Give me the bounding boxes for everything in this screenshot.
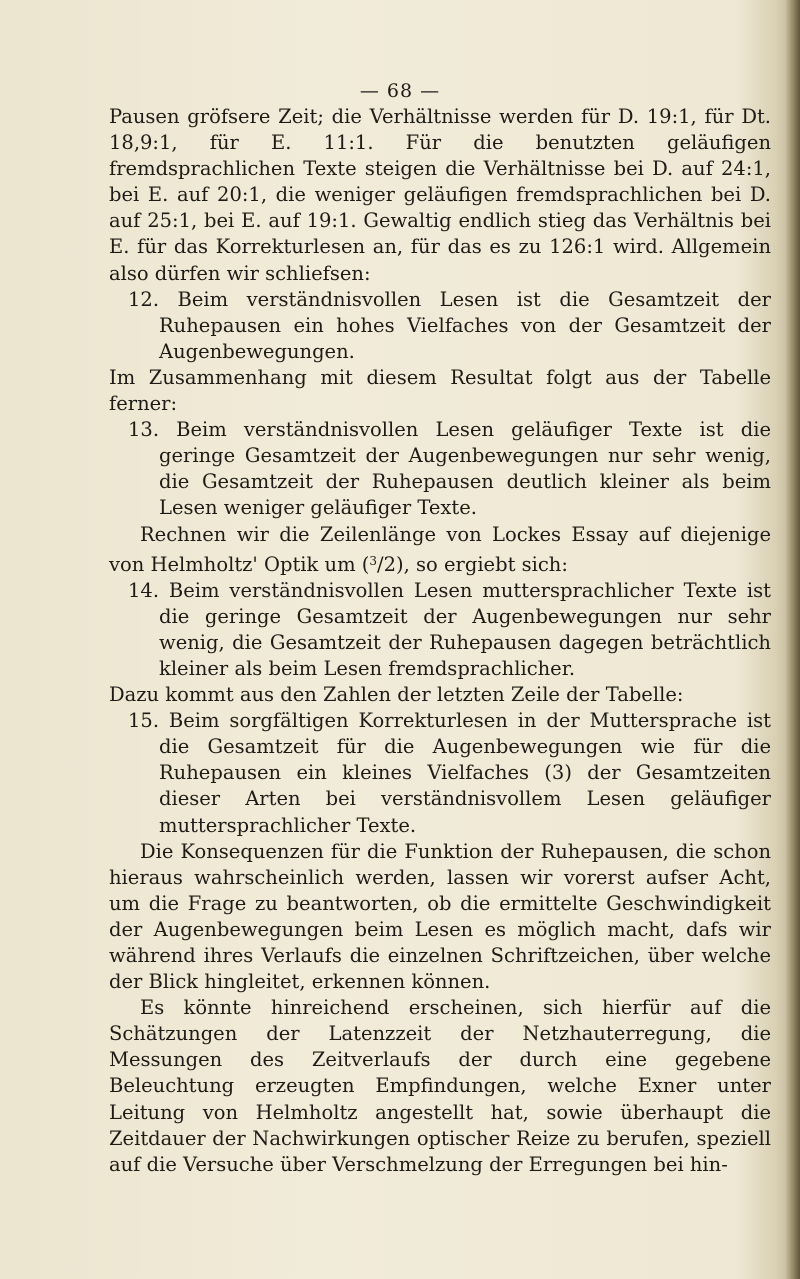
paragraph-6: Es könnte hinreichend erscheinen, sich hierfür auf die Schätzungen der Latenzzeit der Netzhauterregung, die Messungen des Zeitverlaufs der durch eine gegebene Beleuchtung erzeugten Empfindungen, welche Exner unter Leitung von Helmholtz angestellt hat, sowie überhaupt die Zeitdauer der Nachwirkungen optischer Reize zu berufen, speziell auf die Versuche über Verschmelzung der Erregungen bei hin- (109, 996, 771, 1176)
statement-13: 13. Beim verständnisvollen Lesen geläufiger Texte ist die geringe Gesamtzeit der Augenbewegungen nur sehr wenig, die Gesamtzeit der Ruhepausen deutlich kleiner als beim Lesen weniger geläufiger Texte. (128, 418, 771, 520)
statement-14: 14. Beim verständnisvollen Lesen muttersprachlicher Texte ist die geringe Gesamtzeit der Augenbewegungen nur sehr wenig, die Gesamtzeit der Ruhepausen dagegen beträchtlich kleiner als beim Lesen fremdsprachlicher. (128, 578, 771, 680)
fraction-superscript: 3 (369, 553, 378, 568)
statement-12: 12. Beim verständnisvollen Lesen ist die Gesamtzeit der Ruhepausen ein hohes Vielfaches von der Gesamtzeit der Augenbewegungen. (128, 287, 771, 363)
paragraph-3 (109, 522, 771, 578)
paragraph-4: Dazu kommt aus den Zahlen der letzten Zeile der Tabelle: (109, 683, 684, 707)
page-edge (786, 0, 800, 1279)
body-text (109, 104, 771, 1178)
paragraph-5: Die Konsequenzen für die Funktion der Ruhepausen, die schon hieraus wahrscheinlich werden, lassen wir vorerst aufser Acht, um die Frage zu beantworten, ob die ermittelte Geschwindigkeit der Augenbewegungen beim Lesen es möglich macht, dafs wir während ihres Verlaufs die einzelnen Schriftzeichen, über welche der Blick hingleitet, erkennen können. (109, 839, 771, 994)
paragraph-3-text-a: Rechnen wir die Zeilenlänge von Lockes Essay auf diejenige von Helmholtz' Optik um ( (109, 522, 771, 576)
paragraph-3-text-b: /2), so ergiebt sich: (377, 552, 568, 576)
paragraph-1: Pausen gröfsere Zeit; die Verhältnisse werden für D. 19:1, für Dt. 18,9:1, für E. 11:1. Für die benutzten geläufigen fremdsprachlichen Texte steigen die Verhältnisse bei D. auf 24:1, bei E. auf 20:1, die weniger geläufigen fremdsprachlichen bei D. auf 25:1, bei E. auf 19:1. Gewaltig endlich stieg das Verhältnis bei E. für das Korrekturlesen an, für das es zu 126:1 wird. Allgemein also dürfen wir schliefsen: (109, 105, 771, 285)
page-number-header: — 68 — (359, 80, 441, 102)
paragraph-2: Im Zusammenhang mit diesem Resultat folgt aus der Tabelle ferner: (109, 365, 771, 416)
statement-15: 15. Beim sorgfältigen Korrekturlesen in der Muttersprache ist die Gesamtzeit für die Augenbewegungen wie für die Ruhepausen ein kleines Vielfaches (3) der Gesamtzeiten dieser Arten bei verständnisvollem Lesen geläufiger muttersprachlicher Texte. (128, 709, 771, 837)
